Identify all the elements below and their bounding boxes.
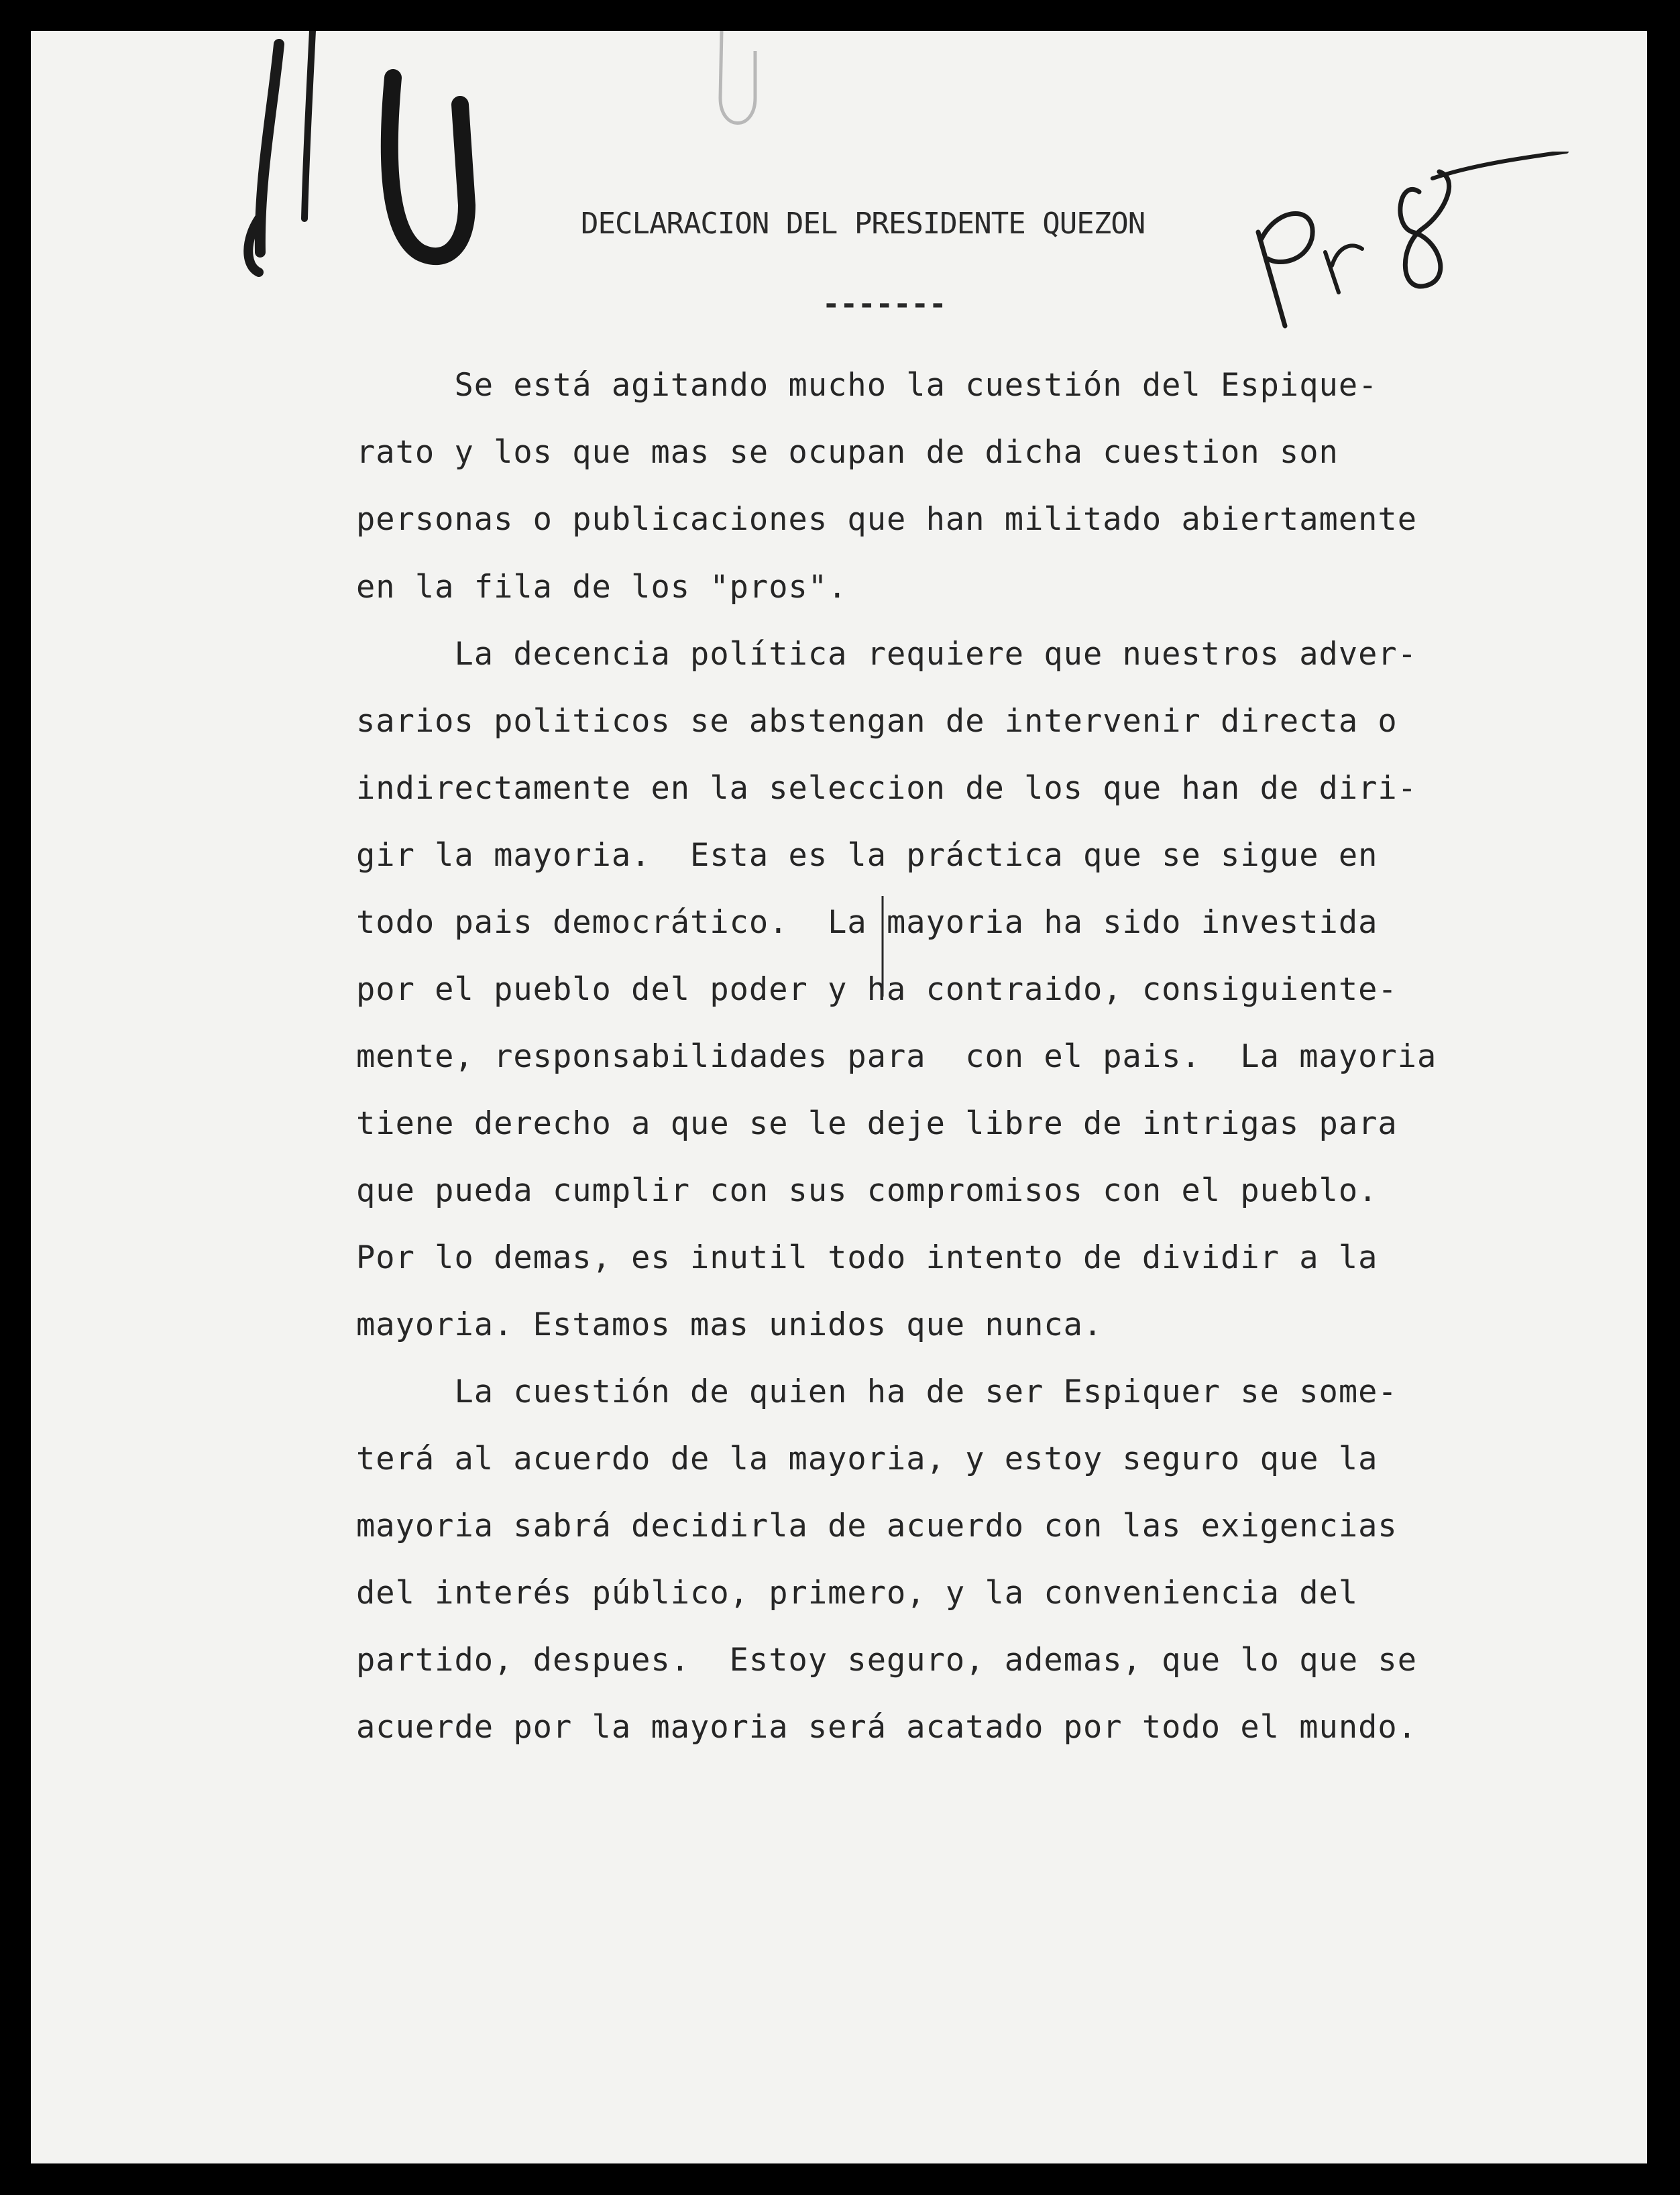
handwritten-annotation xyxy=(1238,152,1587,366)
body-line: Se está agitando mucho la cuestión del Espique- xyxy=(356,367,1378,404)
body-line: personas o publicaciones que han militado abiertamente xyxy=(356,501,1418,538)
body-line: Por lo demas, es inutil todo intento de dividir a la xyxy=(356,1239,1378,1276)
body-line: acuerde por la mayoria será acatado por todo el mundo. xyxy=(356,1709,1418,1746)
body-line: indirectamente en la seleccion de los que han de diri- xyxy=(356,770,1418,807)
body-line: mayoria sabrá decidirla de acuerdo con las exigencias xyxy=(356,1508,1398,1544)
body-line: en la fila de los "pros". xyxy=(356,569,848,606)
document-title: DECLARACION DEL PRESIDENTE QUEZON xyxy=(581,207,1145,241)
body-line: mente, responsabilidades para con el pais. La mayoria xyxy=(356,1038,1437,1075)
body-line: por el pueblo del poder y ha contraido, consiguiente- xyxy=(356,971,1398,1008)
body-line: rato y los que mas se ocupan de dicha cuestion son xyxy=(356,434,1339,471)
body-line: que pueda cumplir con sus compromisos con el pueblo. xyxy=(356,1172,1378,1209)
body-line: La decencia política requiere que nuestros adver- xyxy=(356,636,1418,673)
body-line: gir la mayoria. Esta es la práctica que se sigue en xyxy=(356,837,1378,874)
body-line: partido, despues. Estoy seguro, ademas, que lo que se xyxy=(356,1642,1418,1679)
body-line: todo pais democrático. La mayoria ha sido investida xyxy=(356,904,1378,941)
title-underline: ------- xyxy=(822,287,947,321)
body-line: mayoria. Estamos mas unidos que nunca. xyxy=(356,1306,1103,1343)
faint-clip-mark xyxy=(708,31,769,145)
correction-mark xyxy=(876,896,889,997)
body-line: del interés público, primero, y la conveniencia del xyxy=(356,1575,1359,1612)
paper-clip-marks xyxy=(219,31,500,286)
body-line: sarios politicos se abstengan de intervenir directa o xyxy=(356,703,1398,740)
body-line: terá al acuerdo de la mayoria, y estoy seguro que la xyxy=(356,1441,1378,1477)
body-line: tiene derecho a que se le deje libre de intrigas para xyxy=(356,1105,1398,1142)
document-page xyxy=(31,31,1647,2163)
body-line: La cuestión de quien ha de ser Espiquer se some- xyxy=(356,1373,1398,1410)
